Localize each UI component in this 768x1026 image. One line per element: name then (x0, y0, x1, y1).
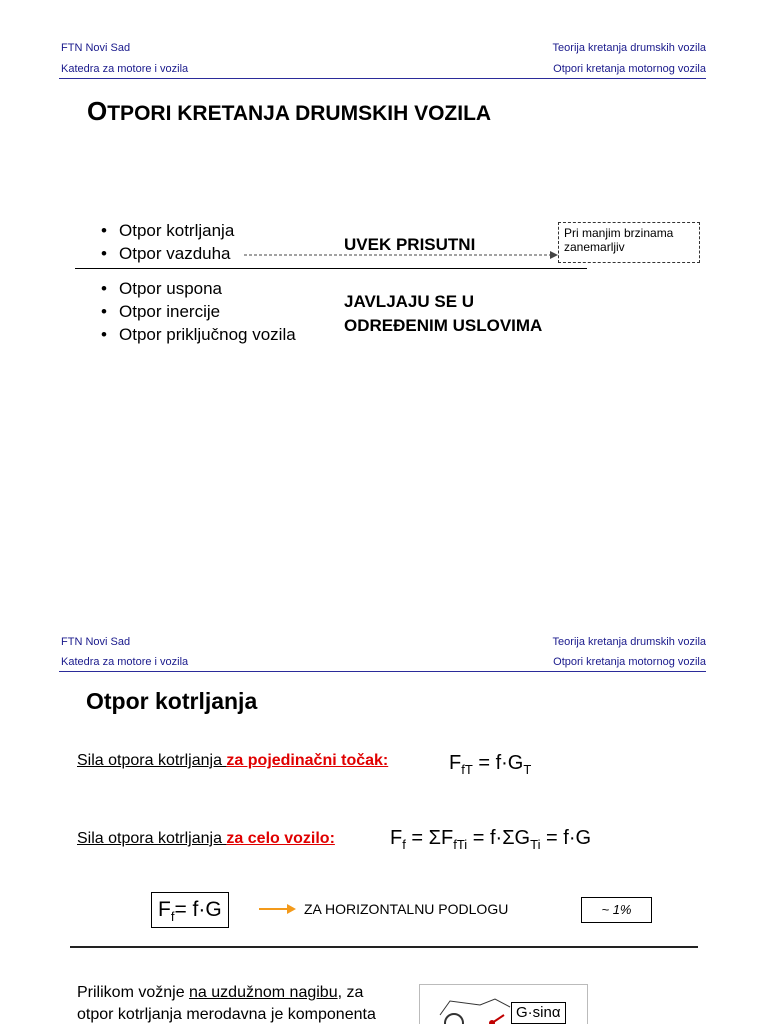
section-divider (70, 946, 698, 948)
header-divider (59, 671, 706, 672)
vehicle-force-line: Sila otpora kotrljanja za celo vozilo: (77, 830, 335, 847)
bullet-item: • Otpor uspona (101, 279, 223, 298)
header-divider (59, 78, 706, 79)
group2-label-line1: JAVLJAJU SE U (344, 292, 475, 311)
group-divider (75, 268, 587, 269)
bullet-item: • Otpor kotrljanja (101, 221, 235, 240)
bullet-item: • Otpor inercije (101, 302, 221, 321)
dashed-arrow (240, 246, 560, 262)
header-institution: FTN Novi Sad (61, 42, 131, 54)
wheel-force-line: Sila otpora kotrljanja za pojedinačni točak: (77, 752, 389, 769)
header-topic: Otpori kretanja motornog vozila (553, 63, 706, 75)
slide2-title: Otpor kotrljanja (86, 688, 258, 714)
header-course: Teorija kretanja drumskih vozila (552, 42, 706, 54)
header-department: Katedra za motore i vozila (61, 656, 189, 668)
percent-box: ~ 1% (581, 897, 652, 923)
g-sin-alpha-label: G·sinα (511, 1002, 566, 1024)
incline-figure (419, 984, 588, 1024)
paragraph-line: Prilikom vožnje na uzdužnom nagibu, za (77, 984, 364, 1001)
header-department: Katedra za motore i vozila (61, 63, 189, 75)
header-institution: FTN Novi Sad (61, 636, 131, 648)
group1-label: UVEK PRISUTNI (344, 235, 476, 254)
bullet-item: • Otpor vazduha (101, 244, 231, 263)
wheel-force-formula: $F_{fT} = f\cdot G_T$ (449, 752, 532, 777)
boxed-formula: $F_f= f\cdot G$ (151, 892, 229, 928)
horizontal-surface-label: ZA HORIZONTALNU PODLOGU (304, 901, 509, 917)
note-box: Pri manjim brzinama zanemarljiv (558, 222, 700, 263)
group2-label-line2: ODREĐENIM USLOVIMA (344, 316, 543, 335)
header-topic: Otpori kretanja motornog vozila (553, 656, 706, 668)
bullet-item: • Otpor priključnog vozila (101, 325, 296, 344)
paragraph-line: otpor kotrljanja merodavna je komponenta (77, 1006, 376, 1023)
header-course: Teorija kretanja drumskih vozila (552, 636, 706, 648)
slide1-title: OTPORI KRETANJA DRUMSKIH VOZILA (87, 96, 492, 126)
arrow-right-icon (258, 902, 298, 916)
vehicle-force-formula: $F_f = \Sigma F_{fTi} = f\cdot\Sigma G_{Ti} = f\cdot G$ (390, 827, 592, 852)
